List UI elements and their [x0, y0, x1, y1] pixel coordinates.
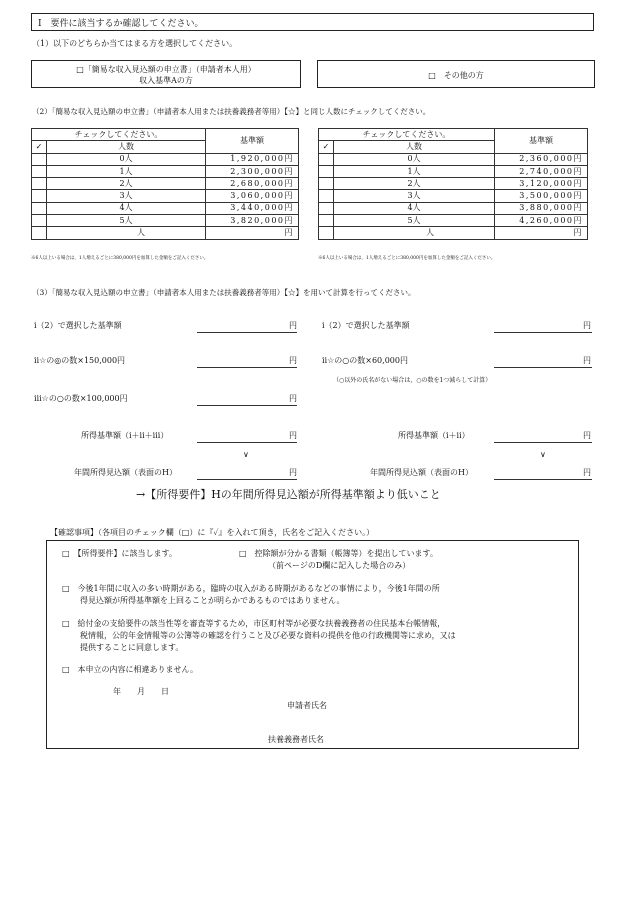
- yen-unit: 円: [583, 356, 591, 365]
- amount-cell: 3,440,000円: [206, 202, 299, 214]
- yen-unit: 円: [289, 431, 297, 440]
- section-title: Ⅰ 要件に該当するか確認してください。: [31, 13, 594, 31]
- date-field[interactable]: 年 月 日: [113, 687, 169, 696]
- header-amount: 基準額: [495, 129, 588, 154]
- checkbox-cell[interactable]: [32, 165, 47, 177]
- count-cell: 2人: [334, 178, 495, 190]
- amount-cell: 3,820,000円: [206, 215, 299, 227]
- income-requirement-conclusion: →【所得要件】Hの年間所得見込額が所得基準額より低いこと: [136, 488, 441, 501]
- count-cell: 5人: [334, 215, 495, 227]
- standard-table-left: [31, 128, 299, 240]
- table-row: [319, 165, 588, 177]
- confirm-item-forecast[interactable]: □ 今後1年間に収入の多い時期がある，臨時の収入がある時期があるなどの事情により，今後1年間の所: [62, 584, 440, 593]
- checkbox-cell[interactable]: [319, 153, 334, 165]
- checkbox-cell[interactable]: [319, 190, 334, 202]
- amount-input-cell[interactable]: 円: [495, 227, 588, 239]
- confirm-item-forecast-cont: 得見込額が所得基準額を上回ることが明らかであるものではありません。: [80, 596, 345, 605]
- right-compare-sign: ∨: [540, 450, 546, 459]
- right-i-input[interactable]: [494, 320, 592, 333]
- left-compare-sign: ∨: [243, 450, 249, 459]
- amount-cell: 3,500,000円: [495, 190, 588, 202]
- amount-cell: 1,920,000円: [206, 153, 299, 165]
- count-cell: 1人: [334, 165, 495, 177]
- header-check: チェックしてください。: [32, 129, 206, 141]
- right-total-input[interactable]: [494, 430, 592, 443]
- table-row: [32, 178, 299, 190]
- yen-unit: 円: [289, 468, 297, 477]
- table-row: [32, 190, 299, 202]
- confirm-item-consent-cont: 提供することに同意します。: [80, 643, 184, 652]
- yen-unit: 円: [289, 356, 297, 365]
- count-cell: 1人: [47, 165, 206, 177]
- confirm-item-documents-note: （前ページのD欄に記入した場合のみ）: [268, 561, 411, 570]
- right-ii-label: ⅱ☆の○の数×60,000円: [322, 356, 408, 365]
- footnote-left: ※6人以上いる場合は，1人増えるごとに380,000円を加算した金額をご記入ください。: [31, 256, 209, 261]
- left-annual-label: 年間所得見込額（表面のH）: [74, 468, 177, 477]
- checkbox-cell[interactable]: [32, 202, 47, 214]
- amount-cell: 3,880,000円: [495, 202, 588, 214]
- checkbox-cell[interactable]: [319, 202, 334, 214]
- checkbox-cell[interactable]: [32, 153, 47, 165]
- footnote-right: ※6人以上いる場合は，1人増えるごとに380,000円を加算した金額をご記入ください。: [318, 256, 496, 261]
- left-annual-input[interactable]: [197, 467, 297, 480]
- count-input-cell[interactable]: 人: [334, 227, 495, 239]
- header-amount: 基準額: [206, 129, 299, 154]
- table-row: [32, 153, 299, 165]
- table-row: [319, 227, 588, 239]
- check-mark: ✓: [319, 141, 334, 153]
- table-row: [32, 202, 299, 214]
- checkbox-cell[interactable]: [319, 215, 334, 227]
- header-check: チェックしてください。: [319, 129, 495, 141]
- table-row: [319, 215, 588, 227]
- applicant-name-label: 申請者氏名: [287, 701, 327, 710]
- option-b-box[interactable]: [317, 60, 595, 88]
- q3-title: （3）「簡易な収入見込額の申立書」（申請者本人用または扶養義務者等用）【☆】を用いて計算を行ってください。: [32, 288, 416, 297]
- header-count: 人数: [334, 141, 495, 153]
- amount-cell: 4,260,000円: [495, 215, 588, 227]
- checkbox-cell[interactable]: [319, 227, 334, 239]
- checkbox-cell[interactable]: [32, 227, 47, 239]
- yen-unit: 円: [289, 321, 297, 330]
- amount-cell: 2,680,000円: [206, 178, 299, 190]
- table-row: [32, 165, 299, 177]
- left-i-input[interactable]: [197, 320, 297, 333]
- right-annual-input[interactable]: [494, 467, 592, 480]
- right-ii-note: （○以外の氏名がない場合は，○の数を1つ減らして計算）: [333, 377, 492, 384]
- left-ii-input[interactable]: [197, 355, 297, 368]
- yen-unit: 円: [583, 468, 591, 477]
- left-i-label: ⅰ（2）で選択した基準額: [34, 321, 122, 330]
- yen-unit: 円: [289, 394, 297, 403]
- left-total-label: 所得基準額（ⅰ＋ⅱ＋ⅲ）: [81, 431, 169, 440]
- check-mark: ✓: [32, 141, 47, 153]
- option-a-line1: □「簡易な収入見込額の申立書」（申請者本人用）: [76, 65, 256, 74]
- count-cell: 5人: [47, 215, 206, 227]
- right-annual-label: 年間所得見込額（表面のH）: [370, 468, 473, 477]
- count-cell: 3人: [334, 190, 495, 202]
- checkbox-cell[interactable]: [32, 178, 47, 190]
- checkbox-cell[interactable]: [32, 215, 47, 227]
- option-b-label: □ その他の方: [428, 71, 484, 80]
- confirm-title: 【確認事項】（各項目のチェック欄（□）に『✓』を入れて頂き，氏名をご記入ください。）: [50, 528, 375, 537]
- confirm-item-documents[interactable]: □ 控除額が分かる書類（帳簿等）を提出しています。: [239, 549, 438, 558]
- confirm-item-consent-cont: 税情報，公的年金情報等の公簿等の確認を行うこと及び必要な資料の提供を他の行政機関等に求め，又は: [80, 631, 456, 640]
- amount-cell: 3,120,000円: [495, 178, 588, 190]
- confirm-item-income[interactable]: □ 【所得要件】に該当します。: [62, 549, 177, 558]
- count-cell: 4人: [47, 202, 206, 214]
- count-input-cell[interactable]: 人: [47, 227, 206, 239]
- count-cell: 2人: [47, 178, 206, 190]
- table-row: [32, 227, 299, 239]
- checkbox-cell[interactable]: [319, 178, 334, 190]
- yen-unit: 円: [583, 321, 591, 330]
- right-total-label: 所得基準額（ⅰ＋ⅱ）: [398, 431, 470, 440]
- left-iii-input[interactable]: [197, 393, 297, 406]
- q2-title: （2）「簡易な収入見込額の申立書」（申請者本人用または扶養義務者等用）【☆】と同じ人数にチェックしてください。: [32, 107, 431, 116]
- left-iii-label: ⅲ☆の○の数×100,000円: [34, 394, 128, 403]
- confirm-item-truth[interactable]: □ 本申立の内容に相違ありません。: [62, 665, 199, 674]
- count-cell: 4人: [334, 202, 495, 214]
- count-cell: 0人: [47, 153, 206, 165]
- checkbox-cell[interactable]: [319, 165, 334, 177]
- amount-cell: 2,300,000円: [206, 165, 299, 177]
- header-count: 人数: [47, 141, 206, 153]
- amount-cell: 2,360,000円: [495, 153, 588, 165]
- yen-unit: 円: [583, 431, 591, 440]
- left-total-input[interactable]: [197, 430, 297, 443]
- amount-input-cell[interactable]: 円: [206, 227, 299, 239]
- right-ii-input[interactable]: [494, 355, 592, 368]
- standard-table-right: [318, 128, 588, 240]
- table-row: [319, 190, 588, 202]
- guardian-name-label: 扶養義務者氏名: [268, 735, 324, 744]
- amount-cell: 3,060,000円: [206, 190, 299, 202]
- table-row: [319, 178, 588, 190]
- right-i-label: ⅰ（2）で選択した基準額: [322, 321, 410, 330]
- count-cell: 0人: [334, 153, 495, 165]
- confirm-item-consent[interactable]: □ 給付金の支給要件の該当性等を審査等するため，市区町村等が必要な扶養義務者の住民基本台帳情報，: [62, 619, 446, 628]
- count-cell: 3人: [47, 190, 206, 202]
- left-ii-label: ⅱ☆の◎の数×150,000円: [34, 356, 126, 365]
- option-a-box[interactable]: [31, 60, 301, 88]
- checkbox-cell[interactable]: [32, 190, 47, 202]
- amount-cell: 2,740,000円: [495, 165, 588, 177]
- q1-title: （1）以下のどちらか当てはまる方を選択してください。: [32, 39, 238, 48]
- table-row: [32, 215, 299, 227]
- option-a-line2: 収入基準Aの方: [139, 76, 193, 85]
- table-row: [319, 202, 588, 214]
- table-row: [319, 153, 588, 165]
